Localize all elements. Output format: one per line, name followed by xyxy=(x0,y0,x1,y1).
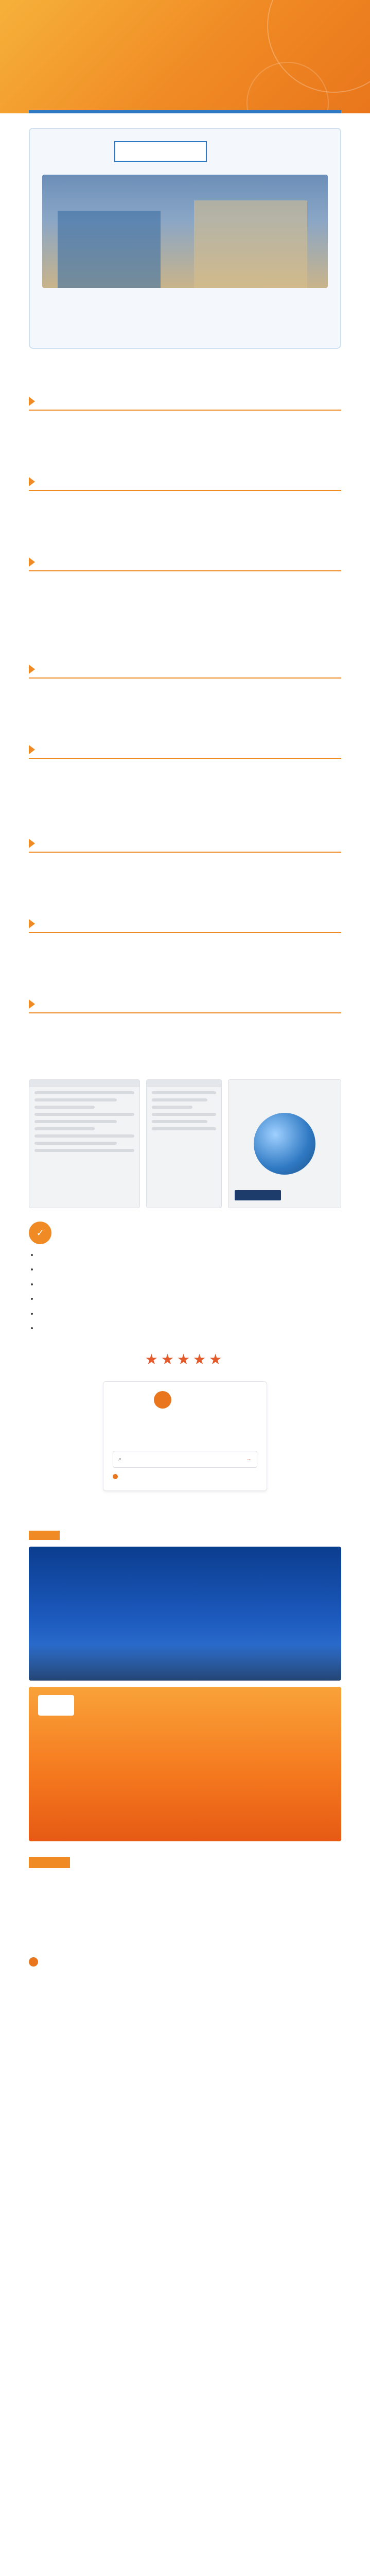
info-row xyxy=(29,574,341,585)
hero-body xyxy=(42,315,328,335)
info-row xyxy=(29,414,341,424)
info-value xyxy=(63,936,341,946)
expo-name xyxy=(175,1393,217,1407)
banner-slogan xyxy=(218,1696,331,1708)
info-section xyxy=(0,733,370,827)
section-title xyxy=(40,998,143,1010)
section-title xyxy=(40,744,143,755)
photo-booth-shape xyxy=(58,211,161,288)
info-value xyxy=(63,574,341,585)
screenshot-image xyxy=(29,1079,140,1208)
chevron-right-icon xyxy=(29,477,35,486)
search-icon: ⌕ xyxy=(118,1456,122,1463)
info-label xyxy=(29,588,60,598)
banner-subheadline xyxy=(29,1584,341,1598)
list-item xyxy=(38,1279,341,1289)
highlights-list xyxy=(29,1249,341,1333)
contact-row xyxy=(29,1905,341,1915)
info-label xyxy=(29,507,60,518)
account-footer xyxy=(29,1957,341,1967)
section-title xyxy=(40,664,143,675)
section-title xyxy=(40,556,143,568)
expo-card-section xyxy=(0,1375,370,1491)
chevron-right-icon xyxy=(29,999,35,1009)
header-band xyxy=(0,0,370,113)
section-header xyxy=(29,916,341,933)
footnote-text xyxy=(29,1504,341,1514)
banner-headline xyxy=(29,1558,341,1581)
info-row xyxy=(29,950,341,960)
section-paragraph xyxy=(29,444,341,463)
list-item xyxy=(38,1264,341,1274)
promo-banner-expo[interactable] xyxy=(29,1687,341,1841)
info-label xyxy=(29,427,60,437)
info-label xyxy=(29,682,60,692)
contact-heading xyxy=(29,1857,70,1868)
star-divider: ★★★★★ xyxy=(145,1351,225,1368)
info-value xyxy=(63,789,341,799)
info-row xyxy=(29,1030,341,1040)
promo-banner-launch[interactable] xyxy=(29,1547,341,1681)
chevron-right-icon xyxy=(29,745,35,754)
info-label xyxy=(29,1030,60,1040)
info-row xyxy=(29,601,341,612)
expo-logo-icon xyxy=(154,1391,171,1409)
info-value xyxy=(63,588,341,598)
info-value xyxy=(63,601,341,612)
section-header xyxy=(29,661,341,679)
section-paragraph xyxy=(29,886,341,905)
chevron-right-icon xyxy=(29,665,35,674)
info-row xyxy=(29,494,341,504)
info-label xyxy=(29,615,60,625)
highlights-section xyxy=(0,1208,370,1333)
info-value xyxy=(63,869,341,879)
section-title xyxy=(40,838,143,849)
info-value xyxy=(63,494,341,504)
info-value xyxy=(63,1016,341,1027)
section-paragraph xyxy=(29,805,341,825)
contact-row xyxy=(29,1890,341,1901)
hero-frame xyxy=(29,128,341,349)
banner-booth xyxy=(29,1795,341,1816)
info-row xyxy=(29,588,341,598)
info-label xyxy=(29,950,60,960)
info-section xyxy=(0,546,370,653)
expo-logo xyxy=(38,1695,74,1716)
section-title xyxy=(40,918,143,929)
screenshot-image xyxy=(228,1079,341,1208)
mini-program-search[interactable] xyxy=(113,1451,257,1468)
contact-block xyxy=(29,1857,341,1944)
contact-row xyxy=(29,1876,341,1886)
contact-row xyxy=(29,1919,341,1929)
info-row xyxy=(29,507,341,518)
list-item xyxy=(38,1323,341,1333)
chevron-right-icon xyxy=(29,557,35,567)
info-section xyxy=(0,907,370,988)
info-value xyxy=(63,695,341,705)
account-avatar xyxy=(29,1957,38,1967)
search-hint xyxy=(202,1454,243,1464)
section-paragraph xyxy=(29,524,341,544)
section-header xyxy=(29,473,341,491)
section-header xyxy=(29,393,341,411)
contact-row xyxy=(29,1934,341,1944)
screenshot-image xyxy=(146,1079,222,1208)
info-value xyxy=(63,1030,341,1040)
info-section xyxy=(0,827,370,907)
banner-event-name xyxy=(29,1612,341,1627)
section-list xyxy=(0,385,370,1068)
info-value xyxy=(63,856,341,866)
info-row xyxy=(29,682,341,692)
search-field[interactable] xyxy=(125,1454,199,1464)
info-value xyxy=(63,950,341,960)
info-label xyxy=(29,574,60,585)
section-header xyxy=(29,741,341,759)
info-label xyxy=(29,494,60,504)
info-value xyxy=(63,427,341,437)
info-value xyxy=(63,775,341,786)
chevron-right-icon xyxy=(29,919,35,928)
chevron-right-icon xyxy=(29,397,35,406)
header-underline xyxy=(29,110,341,113)
list-item xyxy=(38,1293,341,1303)
hero-photo xyxy=(42,175,328,288)
section-paragraph xyxy=(29,1046,341,1066)
highlight-badge-icon: ✓ xyxy=(29,1222,51,1244)
banner-venue xyxy=(29,1819,341,1829)
list-item xyxy=(38,1308,341,1318)
info-label xyxy=(29,789,60,799)
info-value xyxy=(63,414,341,424)
section-paragraph xyxy=(29,631,341,651)
location-pin-icon xyxy=(113,1474,118,1479)
info-row xyxy=(29,615,341,625)
info-section xyxy=(0,988,370,1068)
info-label xyxy=(29,414,60,424)
info-value xyxy=(63,682,341,692)
info-label xyxy=(29,1016,60,1027)
banner-chip-english xyxy=(64,1531,95,1540)
info-section xyxy=(0,465,370,546)
expo-card xyxy=(103,1381,267,1491)
info-label xyxy=(29,695,60,705)
screenshot-collage xyxy=(0,1068,370,1208)
highlights-title xyxy=(57,1226,201,1240)
info-row xyxy=(29,789,341,799)
section-title xyxy=(40,476,143,487)
info-row xyxy=(29,936,341,946)
info-label xyxy=(29,601,60,612)
photo-booth-shape xyxy=(194,200,307,288)
info-row xyxy=(29,1016,341,1027)
account-name xyxy=(42,1957,104,1967)
section-header xyxy=(29,996,341,1013)
arrow-right-icon: → xyxy=(246,1456,252,1463)
company-logo xyxy=(235,1190,281,1200)
globe-icon xyxy=(254,1113,315,1175)
banner-label xyxy=(29,1529,341,1541)
section-paragraph xyxy=(29,966,341,986)
info-row xyxy=(29,775,341,786)
intro-paragraph xyxy=(0,349,370,385)
info-label xyxy=(29,762,60,772)
hero-section xyxy=(0,113,370,349)
info-row xyxy=(29,427,341,437)
banner-chip xyxy=(29,1531,60,1540)
banner-title-english xyxy=(29,1760,341,1785)
section-header xyxy=(29,554,341,571)
info-section xyxy=(0,653,370,733)
info-value xyxy=(63,507,341,518)
expo-address xyxy=(121,1472,162,1481)
list-item xyxy=(38,1249,341,1260)
info-value xyxy=(63,615,341,625)
chevron-right-icon xyxy=(29,839,35,848)
info-label xyxy=(29,856,60,866)
footnote xyxy=(0,1491,370,1514)
banner-crowd-photo xyxy=(29,1645,341,1681)
section-header xyxy=(29,835,341,853)
info-row xyxy=(29,869,341,879)
info-label xyxy=(29,936,60,946)
hero-caption xyxy=(42,296,328,310)
info-value xyxy=(63,762,341,772)
info-row xyxy=(29,762,341,772)
section-title xyxy=(40,396,143,407)
expo-card-text xyxy=(113,1414,257,1445)
hero-tag xyxy=(114,141,207,162)
info-label xyxy=(29,869,60,879)
section-paragraph xyxy=(29,711,341,731)
banner-title xyxy=(29,1736,341,1757)
info-row xyxy=(29,695,341,705)
info-row xyxy=(29,856,341,866)
info-section xyxy=(0,385,370,465)
info-label xyxy=(29,775,60,786)
